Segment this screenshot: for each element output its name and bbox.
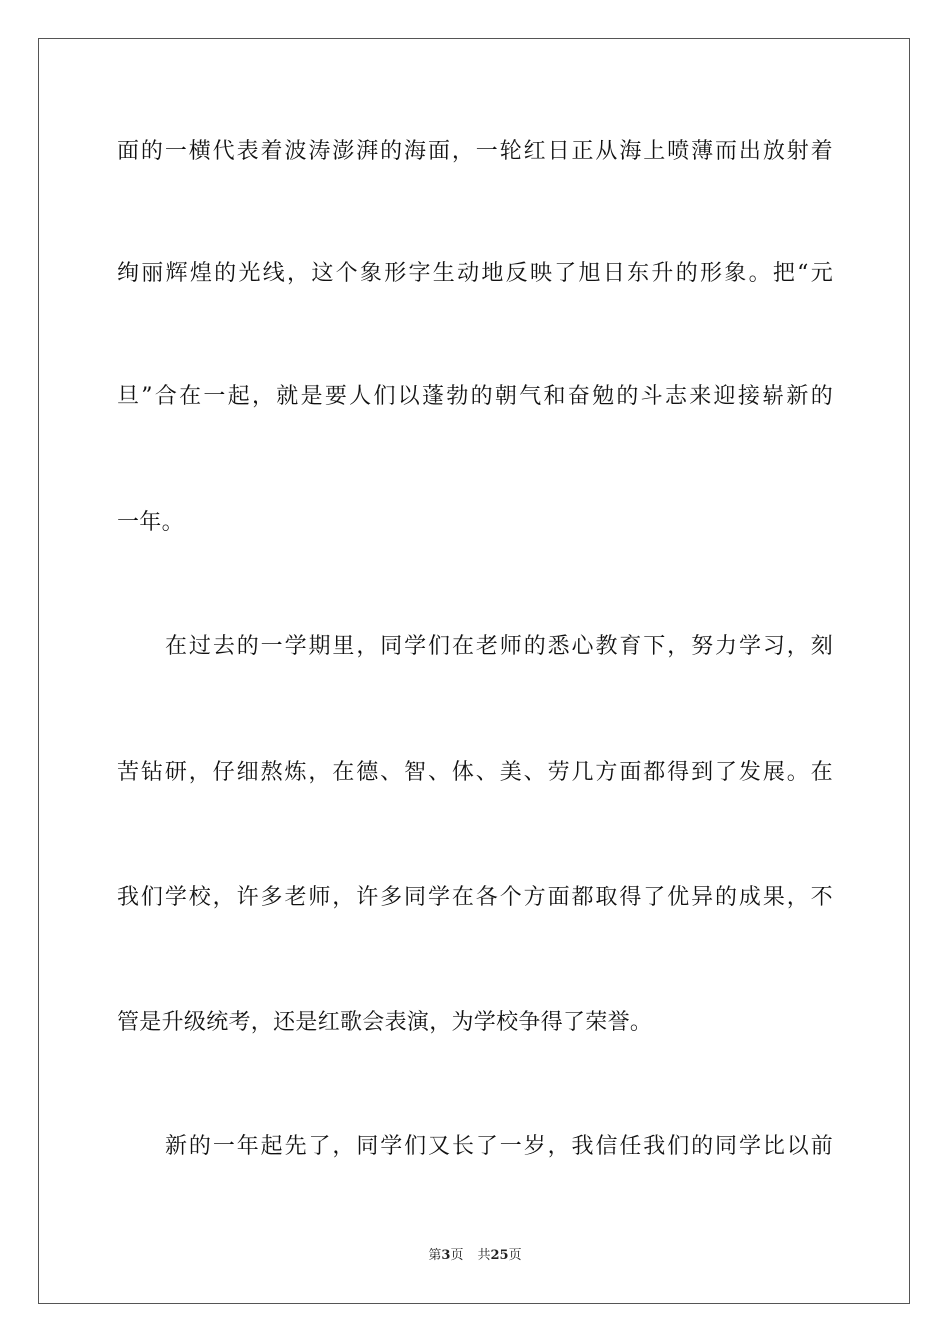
text-line: 苦钻研，仔细熬炼，在德、智、体、美、劳几方面都得到了发展。在 [117, 760, 833, 785]
paragraph-start-line: 在过去的一学期里，同学们在老师的悉心教育下，努力学习，刻 [165, 634, 833, 659]
text-line: 一年。 [117, 510, 184, 535]
text-line: 旦”合在一起，就是要人们以蓬勃的朝气和奋勉的斗志来迎接崭新的 [117, 384, 833, 409]
text-line: 我们学校，许多老师，许多同学在各个方面都取得了优异的成果，不 [117, 885, 833, 910]
total-pages: 25 [490, 1248, 509, 1263]
text-line: 管是升级统考，还是红歌会表演，为学校争得了荣誉。 [117, 1010, 653, 1035]
page-border [38, 38, 910, 1304]
text-line: 绚丽辉煌的光线，这个象形字生动地反映了旭日东升的形象。把“元 [117, 261, 833, 286]
page-prefix: 第 [428, 1248, 442, 1263]
text-line: 面的一横代表着波涛澎湃的海面，一轮红日正从海上喷薄而出放射着 [117, 139, 833, 164]
total-suffix: 页 [508, 1248, 522, 1263]
page-suffix: 页 [450, 1248, 464, 1263]
total-prefix: 共 [477, 1248, 491, 1263]
paragraph-start-line: 新的一年起先了，同学们又长了一岁，我信任我们的同学比以前 [165, 1134, 833, 1159]
page-number: 3 [441, 1248, 451, 1263]
page-footer [0, 1247, 950, 1265]
